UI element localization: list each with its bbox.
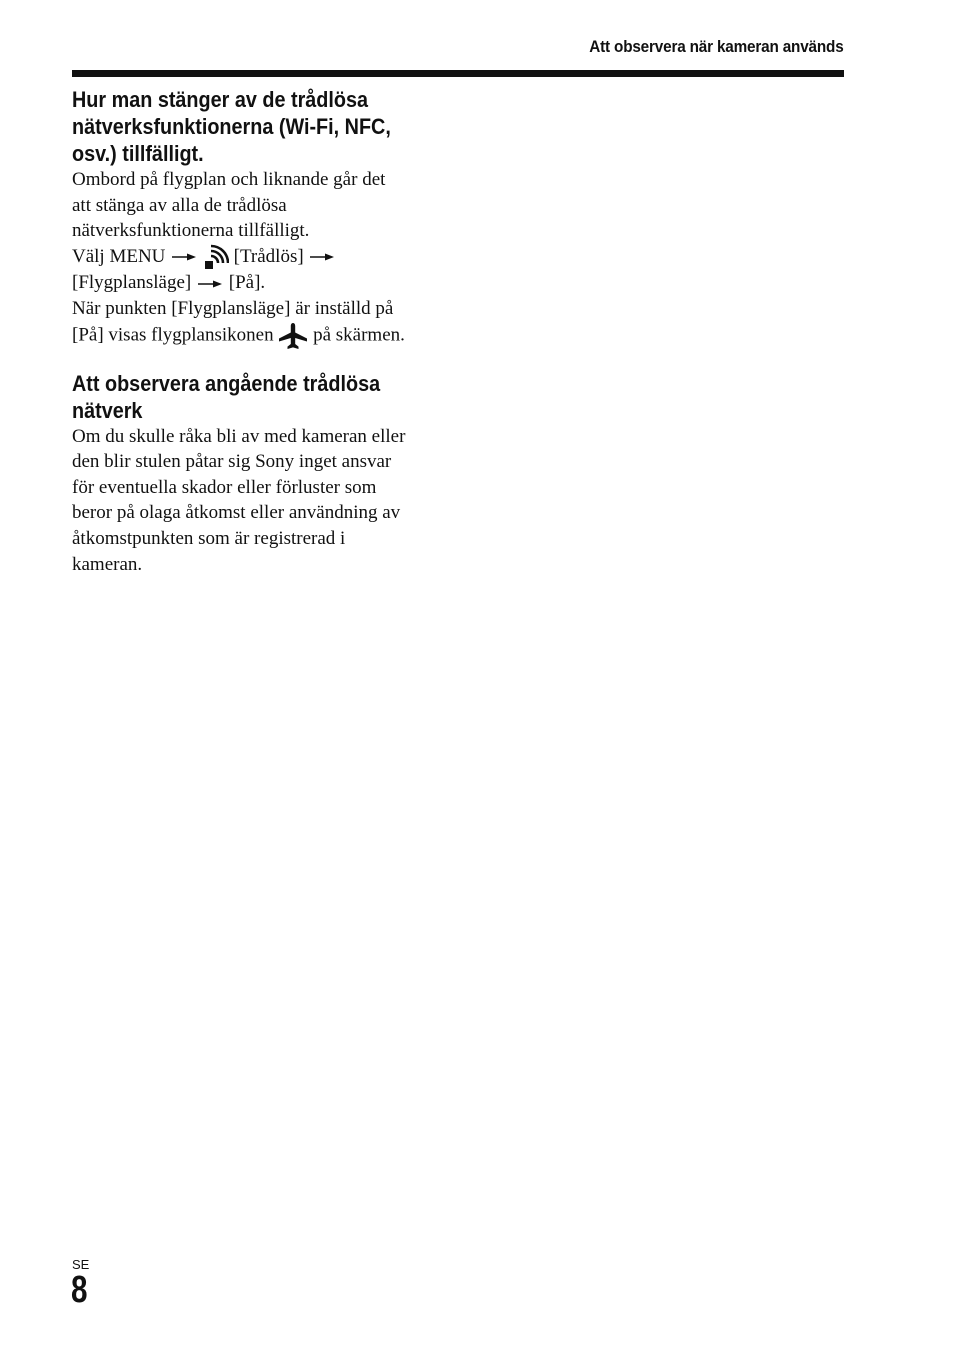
arrow-right-icon <box>310 252 334 262</box>
heading-line: Att observera angående trådlösa <box>72 370 381 396</box>
page-number: 8 <box>71 1269 88 1311</box>
menu-item-wireless: [Trådlös] <box>233 245 304 267</box>
section-heading <box>72 86 450 167</box>
wireless-icon <box>203 244 229 270</box>
heading-line: nätverksfunktionerna (Wi-Fi, NFC, <box>72 114 391 139</box>
text-fragment: [På] visas flygplansikonen <box>72 323 274 345</box>
text-line: den blir stulen påtar sig Sony inget ansvar <box>72 451 392 473</box>
language-code: SE <box>72 1257 90 1272</box>
text-line: Ombord på flygplan och liknande går det <box>72 169 386 190</box>
text-line: att stänga av alla de trådlösa <box>72 194 287 216</box>
text-line: åtkomstpunkten som är registrerad i <box>72 527 346 549</box>
menu-path-line <box>72 244 452 271</box>
heading-line: osv.) tillfälligt. <box>72 141 204 166</box>
section-wireless-notes <box>72 370 452 578</box>
airplane-icon <box>278 322 308 350</box>
running-header: Att observera när kameran används <box>589 37 844 56</box>
menu-item-on: [På]. <box>228 272 266 294</box>
text-line: kameran. <box>72 553 143 575</box>
text-line: När punkten [Flygplansläge] är inställd på <box>72 298 394 320</box>
section-heading <box>72 370 450 424</box>
text-line: beror på olaga åtkomst eller användning av <box>72 502 401 524</box>
text-line: nätverksfunktionerna tillfälligt. <box>72 220 310 242</box>
paragraph <box>72 424 452 578</box>
text-fragment: på skärmen. <box>313 323 405 345</box>
text-line: Om du skulle råka bli av med kameran eller <box>72 425 406 447</box>
menu-prefix: Välj MENU <box>72 245 166 267</box>
heading-line: nätverk <box>72 397 143 423</box>
menu-item-airplane-mode: [Flygplansläge] <box>72 272 192 294</box>
heading-line: Hur man stänger av de trådlösa <box>72 87 369 112</box>
arrow-right-icon <box>172 252 196 262</box>
header-rule <box>72 70 844 77</box>
text-line <box>72 322 452 350</box>
arrow-right-icon <box>198 279 222 289</box>
section-airplane-mode <box>72 86 452 350</box>
paragraph <box>72 167 452 350</box>
text-line: för eventuella skador eller förluster som <box>72 476 377 498</box>
menu-path-line <box>72 270 452 296</box>
main-column <box>72 86 452 577</box>
